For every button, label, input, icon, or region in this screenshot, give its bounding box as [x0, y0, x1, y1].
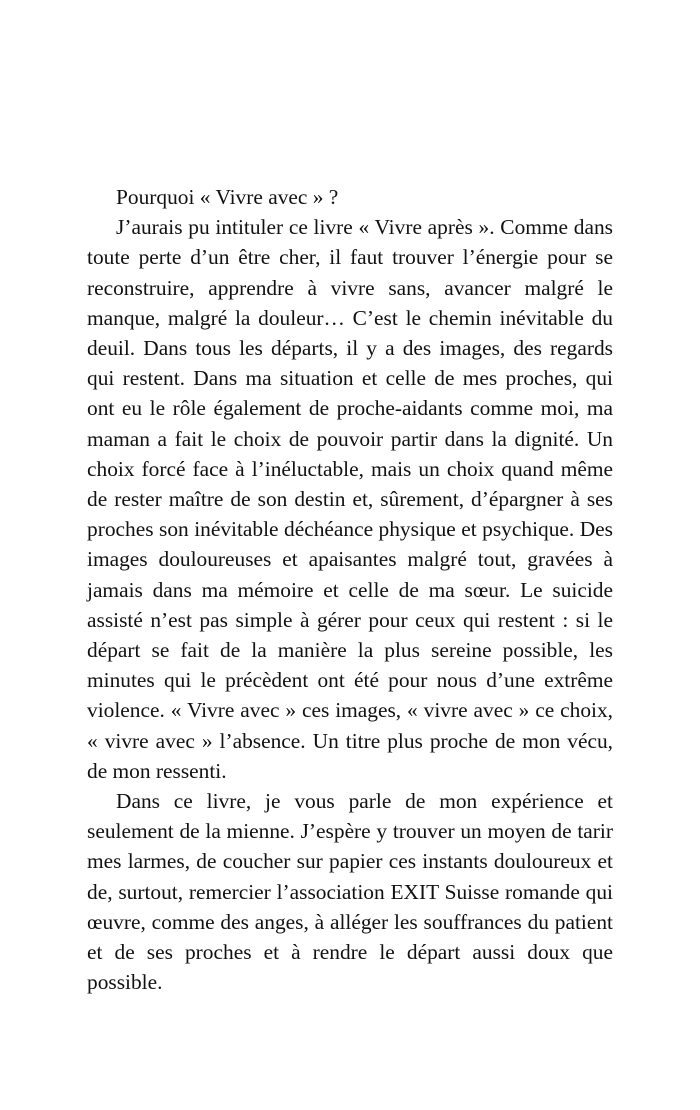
paragraph-title-explanation: J’aurais pu intituler ce livre « Vivre après ». Comme dans toute perte d’un être cher, il faut trouver l’énergie pour se reconstruire, apprendre à vivre sans, avancer malgré le manque, malgré la douleur… C’est le chemin inévitable du deuil. Dans tous les départs, il y a des images, des regards qui restent. Dans ma situation et celle de mes proches, qui ont eu le rôle également de proche-aidants comme moi, ma maman a fait le choix de pouvoir partir dans la dignité. Un choix forcé face à l’inéluctable, mais un choix quand même de rester maître de son destin et, sûrement, d’épargner à ses proches son inévitable déchéance physique et psychique. Des images douloureuses et apaisantes malgré tout, gravées à jamais dans ma mémoire et celle de ma sœur. Le suicide assisté n’est pas simple à gérer pour ceux qui restent : si le départ se fait de la manière la plus sereine possible, les minutes qui le précèdent ont été pour nous d’une extrême violence. « Vivre avec » ces images, « vivre avec » ce choix, « vivre avec » l’absence. Un titre plus proche de mon vécu, de mon ressenti.: [87, 215, 613, 783]
paragraph-question: Pourquoi « Vivre avec » ?: [116, 185, 339, 209]
paragraph-book-purpose: Dans ce livre, je vous parle de mon expérience et seulement de la mienne. J’espère y trouver un moyen de tarir mes larmes, de coucher sur papier ces instants douloureux et de, surtout, remercier l’association EXIT Suisse romande qui œuvre, comme des anges, à alléger les souffrances du patient et de ses proches et à rendre le départ aussi doux que possible.: [87, 789, 613, 995]
body-text: [87, 182, 613, 997]
